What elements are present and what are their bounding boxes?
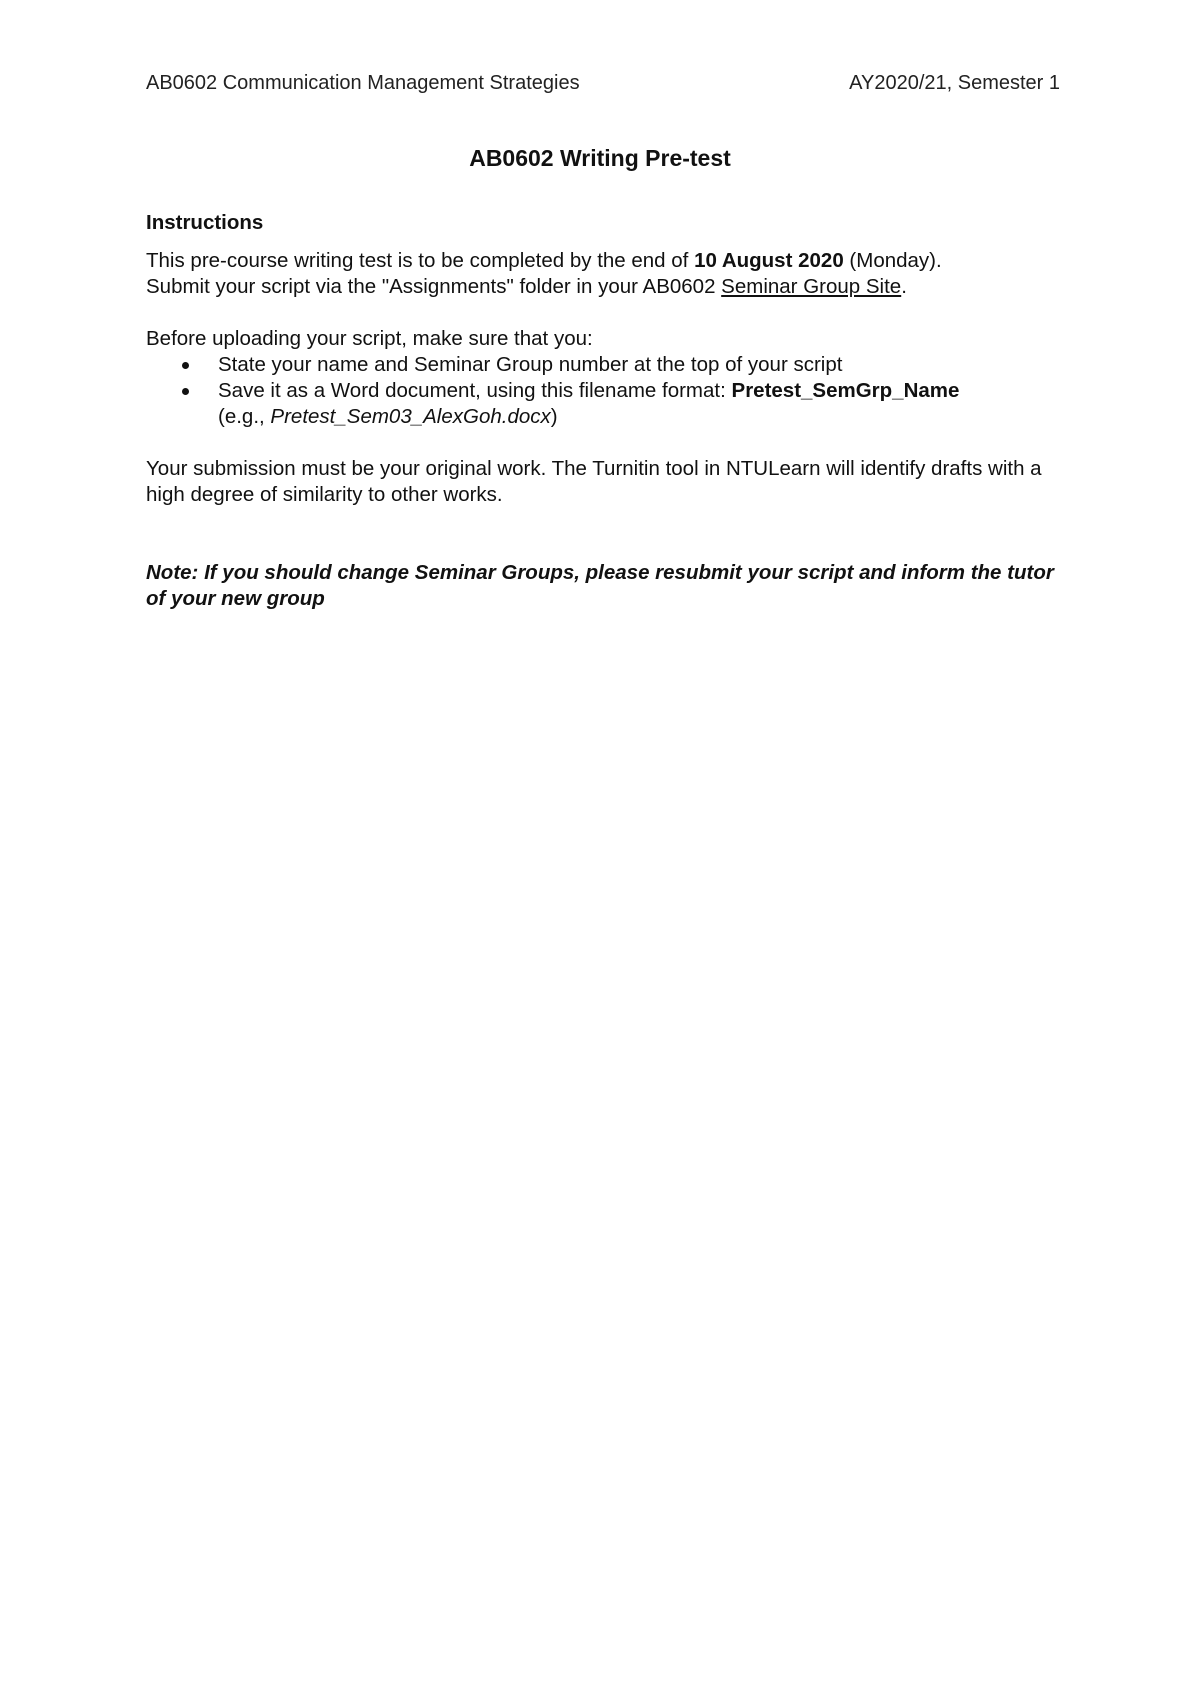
header-semester: AY2020/21, Semester 1 xyxy=(849,72,1060,94)
bullet-icon xyxy=(182,388,189,395)
list-item: Save it as a Word document, using this filename format: Pretest_SemGrp_Name (e.g., Pretest_Sem03_AlexGoh.docx) xyxy=(146,378,1066,430)
header-course-name: AB0602 Communication Management Strategies xyxy=(146,72,580,94)
seminar-group-site-link[interactable]: Seminar Group Site xyxy=(721,275,902,298)
note-paragraph: Note: If you should change Seminar Groups, please resubmit your script and inform the tutor of your new group xyxy=(146,561,1054,610)
checklist-intro: Before uploading your script, make sure that you: xyxy=(146,327,593,350)
page-header xyxy=(146,72,1060,95)
bullet-icon xyxy=(182,362,189,369)
originality-paragraph: Your submission must be your original work. The Turnitin tool in NTULearn will identify drafts with a high degree of similarity to other works. xyxy=(146,457,1042,506)
document-title: AB0602 Writing Pre-test xyxy=(469,145,731,171)
checklist xyxy=(146,352,1066,430)
filename-example: Pretest_Sem03_AlexGoh.docx xyxy=(270,405,551,428)
deadline-date: 10 August 2020 xyxy=(694,249,844,272)
document-body xyxy=(146,210,1066,612)
filename-format: Pretest_SemGrp_Name xyxy=(731,379,960,402)
list-item: State your name and Seminar Group number at the top of your script xyxy=(146,352,1066,378)
deadline-paragraph: This pre-course writing test is to be completed by the end of 10 August 2020 (Monday). Submit your script via the "Assignments" folder in your AB0602 Seminar Group Site. xyxy=(146,249,942,298)
instructions-heading: Instructions xyxy=(146,211,264,234)
